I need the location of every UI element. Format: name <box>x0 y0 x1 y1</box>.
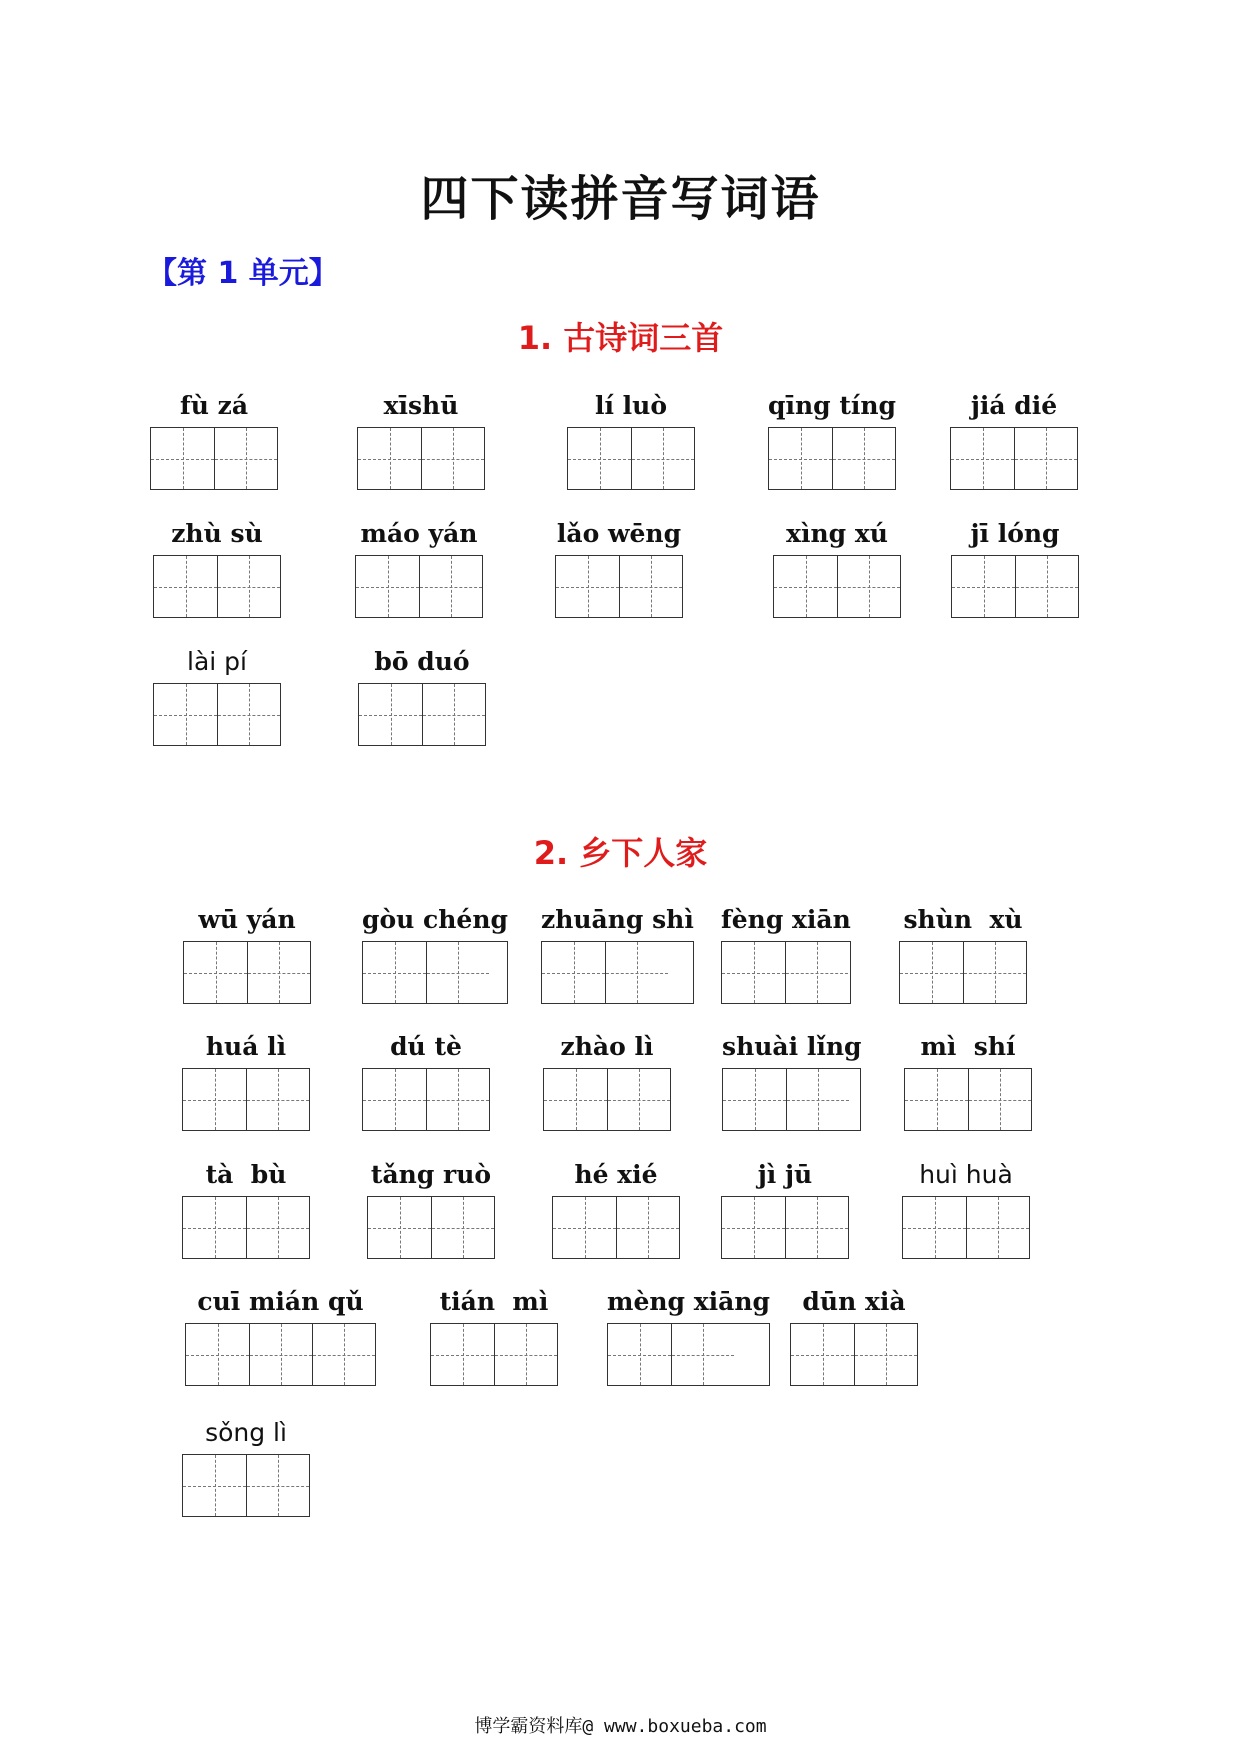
writing-grid <box>950 427 1078 490</box>
writing-grid <box>543 1068 671 1131</box>
word-item <box>367 1158 495 1259</box>
tian-zi-cell[interactable] <box>151 428 214 489</box>
tian-zi-cell[interactable] <box>774 556 837 617</box>
writing-grid <box>153 555 281 618</box>
tian-zi-cell[interactable] <box>605 942 668 1003</box>
pinyin-label: zhuāng shì <box>541 905 694 934</box>
writing-grid <box>899 941 1027 1004</box>
writing-grid <box>721 941 851 1004</box>
pinyin-label: fù zá <box>179 391 249 420</box>
tian-zi-cell[interactable] <box>186 1324 249 1385</box>
tian-zi-cell[interactable] <box>358 428 421 489</box>
tian-zi-cell[interactable] <box>568 428 631 489</box>
writing-grid <box>185 1323 376 1386</box>
tian-zi-cell[interactable] <box>786 1069 849 1130</box>
pinyin-label: máo yán <box>360 519 478 548</box>
tian-zi-cell[interactable] <box>217 556 280 617</box>
word-item <box>362 1030 490 1131</box>
pinyin-label: jiá dié <box>970 391 1058 420</box>
word-item <box>182 1416 310 1517</box>
writing-grid <box>182 1068 310 1131</box>
tian-zi-cell[interactable] <box>785 1197 848 1258</box>
writing-grid <box>773 555 901 618</box>
writing-grid <box>182 1454 310 1517</box>
tian-zi-cell[interactable] <box>968 1069 1031 1130</box>
tian-zi-cell[interactable] <box>608 1324 671 1385</box>
writing-grid <box>182 1196 310 1259</box>
word-item <box>182 1158 310 1259</box>
tian-zi-cell[interactable] <box>1015 556 1078 617</box>
word-item <box>358 645 486 746</box>
writing-grid <box>153 683 281 746</box>
tian-zi-cell[interactable] <box>1014 428 1077 489</box>
writing-grid <box>362 1068 490 1131</box>
tian-zi-cell[interactable] <box>363 1069 426 1130</box>
pinyin-label: lǎo wēng <box>556 519 682 548</box>
writing-grid <box>607 1323 770 1386</box>
writing-grid <box>768 427 896 490</box>
pinyin-label: tǎng ruò <box>370 1160 492 1189</box>
tian-zi-cell[interactable] <box>832 428 895 489</box>
writing-grid <box>355 555 483 618</box>
tian-zi-cell[interactable] <box>359 684 422 745</box>
word-item <box>355 517 483 618</box>
tian-zi-cell[interactable] <box>154 556 217 617</box>
word-item <box>902 1158 1030 1259</box>
pinyin-label: sǒng lì <box>205 1418 287 1447</box>
tian-zi-cell[interactable] <box>246 1069 309 1130</box>
pinyin-label: hé xié <box>574 1160 658 1189</box>
tian-zi-cell[interactable] <box>421 428 484 489</box>
word-item <box>790 1285 918 1386</box>
word-item <box>899 903 1027 1004</box>
pinyin-label: huì huà <box>919 1160 1013 1189</box>
page-title: 四下读拼音写词语 <box>420 171 821 227</box>
tian-zi-cell[interactable] <box>963 942 1026 1003</box>
word-item <box>721 903 851 1004</box>
unit-heading: 【第 1 单元】 <box>147 256 339 291</box>
word-item <box>182 1030 310 1131</box>
tian-zi-cell[interactable] <box>247 942 310 1003</box>
writing-grid <box>552 1196 680 1259</box>
tian-zi-cell[interactable] <box>966 1197 1029 1258</box>
word-item <box>150 389 278 490</box>
tian-zi-cell[interactable] <box>431 1324 494 1385</box>
tian-zi-cell[interactable] <box>791 1324 854 1385</box>
tian-zi-cell[interactable] <box>952 556 1015 617</box>
tian-zi-cell[interactable] <box>542 942 605 1003</box>
word-item <box>183 903 311 1004</box>
word-item <box>185 1285 376 1386</box>
word-item <box>951 517 1079 618</box>
word-item <box>950 389 1078 490</box>
lesson-title: 1. 古诗词三首 <box>517 319 724 357</box>
pinyin-label: bō duó <box>374 647 470 676</box>
writing-grid <box>357 427 485 490</box>
tian-zi-cell[interactable] <box>183 1197 246 1258</box>
tian-zi-cell[interactable] <box>619 556 682 617</box>
writing-grid <box>150 427 278 490</box>
word-item <box>153 517 281 618</box>
tian-zi-cell[interactable] <box>723 1069 786 1130</box>
tian-zi-cell[interactable] <box>422 684 485 745</box>
tian-zi-cell[interactable] <box>426 1069 489 1130</box>
tian-zi-cell[interactable] <box>631 428 694 489</box>
writing-grid <box>721 1196 849 1259</box>
writing-grid <box>555 555 683 618</box>
tian-zi-cell[interactable] <box>246 1455 309 1516</box>
word-item <box>555 517 683 618</box>
word-item <box>904 1030 1032 1131</box>
tian-zi-cell[interactable] <box>356 556 419 617</box>
pinyin-label: tà bù <box>205 1160 287 1189</box>
tian-zi-cell[interactable] <box>363 942 426 1003</box>
tian-zi-cell[interactable] <box>183 1455 246 1516</box>
writing-grid <box>951 555 1079 618</box>
writing-grid <box>722 1068 861 1131</box>
writing-grid <box>902 1196 1030 1259</box>
writing-grid <box>183 941 311 1004</box>
tian-zi-cell[interactable] <box>183 1069 246 1130</box>
word-item <box>552 1158 680 1259</box>
pinyin-label: jì jū <box>757 1160 813 1189</box>
pinyin-label: zhù sù <box>171 519 263 548</box>
tian-zi-cell[interactable] <box>544 1069 607 1130</box>
tian-zi-cell[interactable] <box>607 1069 670 1130</box>
tian-zi-cell[interactable] <box>722 1197 785 1258</box>
word-item <box>768 389 896 490</box>
pinyin-label: xīshū <box>383 391 459 420</box>
writing-grid <box>904 1068 1032 1131</box>
tian-zi-cell[interactable] <box>837 556 900 617</box>
word-item <box>357 389 485 490</box>
writing-grid <box>541 941 694 1004</box>
tian-zi-cell[interactable] <box>217 684 280 745</box>
writing-grid <box>358 683 486 746</box>
writing-grid <box>362 941 508 1004</box>
pinyin-label: lài pí <box>187 647 247 676</box>
word-item <box>773 517 901 618</box>
tian-zi-cell[interactable] <box>426 942 489 1003</box>
pinyin-label: fèng xiān <box>721 905 851 934</box>
tian-zi-cell[interactable] <box>903 1197 966 1258</box>
writing-grid <box>430 1323 558 1386</box>
word-item <box>567 389 695 490</box>
tian-zi-cell[interactable] <box>854 1324 917 1385</box>
word-item <box>153 645 281 746</box>
pinyin-label: shuài lǐng <box>722 1032 862 1061</box>
pinyin-label: wū yán <box>198 905 296 934</box>
pinyin-label: huá lì <box>205 1032 287 1061</box>
pinyin-label: cuī mián qǔ <box>197 1287 364 1316</box>
tian-zi-cell[interactable] <box>769 428 832 489</box>
tian-zi-cell[interactable] <box>722 942 785 1003</box>
writing-grid <box>367 1196 495 1259</box>
word-item <box>607 1285 770 1386</box>
tian-zi-cell[interactable] <box>494 1324 557 1385</box>
tian-zi-cell[interactable] <box>785 942 848 1003</box>
pinyin-label: mèng xiāng <box>607 1287 770 1316</box>
word-item <box>430 1285 558 1386</box>
tian-zi-cell[interactable] <box>905 1069 968 1130</box>
writing-grid <box>567 427 695 490</box>
pinyin-label: jī lóng <box>970 519 1060 548</box>
pinyin-label: lí luò <box>594 391 668 420</box>
tian-zi-cell[interactable] <box>368 1197 431 1258</box>
word-item <box>543 1030 671 1131</box>
pinyin-label: zhào lì <box>560 1032 654 1061</box>
lesson-title: 2. 乡下人家 <box>533 834 708 872</box>
tian-zi-cell[interactable] <box>419 556 482 617</box>
tian-zi-cell[interactable] <box>312 1324 375 1385</box>
word-item <box>721 1158 849 1259</box>
tian-zi-cell[interactable] <box>246 1197 309 1258</box>
pinyin-label: xìng xú <box>786 519 888 548</box>
footer-text: 博学霸资料库@ www.boxueba.com <box>474 1716 767 1737</box>
word-item <box>362 903 508 1004</box>
word-item <box>722 1030 861 1131</box>
tian-zi-cell[interactable] <box>553 1197 616 1258</box>
pinyin-label: qīng tíng <box>768 391 897 420</box>
pinyin-label: mì shí <box>920 1032 1016 1061</box>
tian-zi-cell[interactable] <box>671 1324 734 1385</box>
writing-grid <box>790 1323 918 1386</box>
tian-zi-cell[interactable] <box>214 428 277 489</box>
pinyin-label: tián mì <box>439 1287 549 1316</box>
tian-zi-cell[interactable] <box>900 942 963 1003</box>
tian-zi-cell[interactable] <box>556 556 619 617</box>
pinyin-label: gòu chéng <box>362 905 508 934</box>
tian-zi-cell[interactable] <box>616 1197 679 1258</box>
pinyin-label: shùn xù <box>903 905 1023 934</box>
tian-zi-cell[interactable] <box>431 1197 494 1258</box>
pinyin-label: dūn xià <box>802 1287 906 1316</box>
tian-zi-cell[interactable] <box>154 684 217 745</box>
tian-zi-cell[interactable] <box>951 428 1014 489</box>
word-item <box>541 903 694 1004</box>
tian-zi-cell[interactable] <box>249 1324 312 1385</box>
tian-zi-cell[interactable] <box>184 942 247 1003</box>
pinyin-label: dú tè <box>390 1032 462 1061</box>
